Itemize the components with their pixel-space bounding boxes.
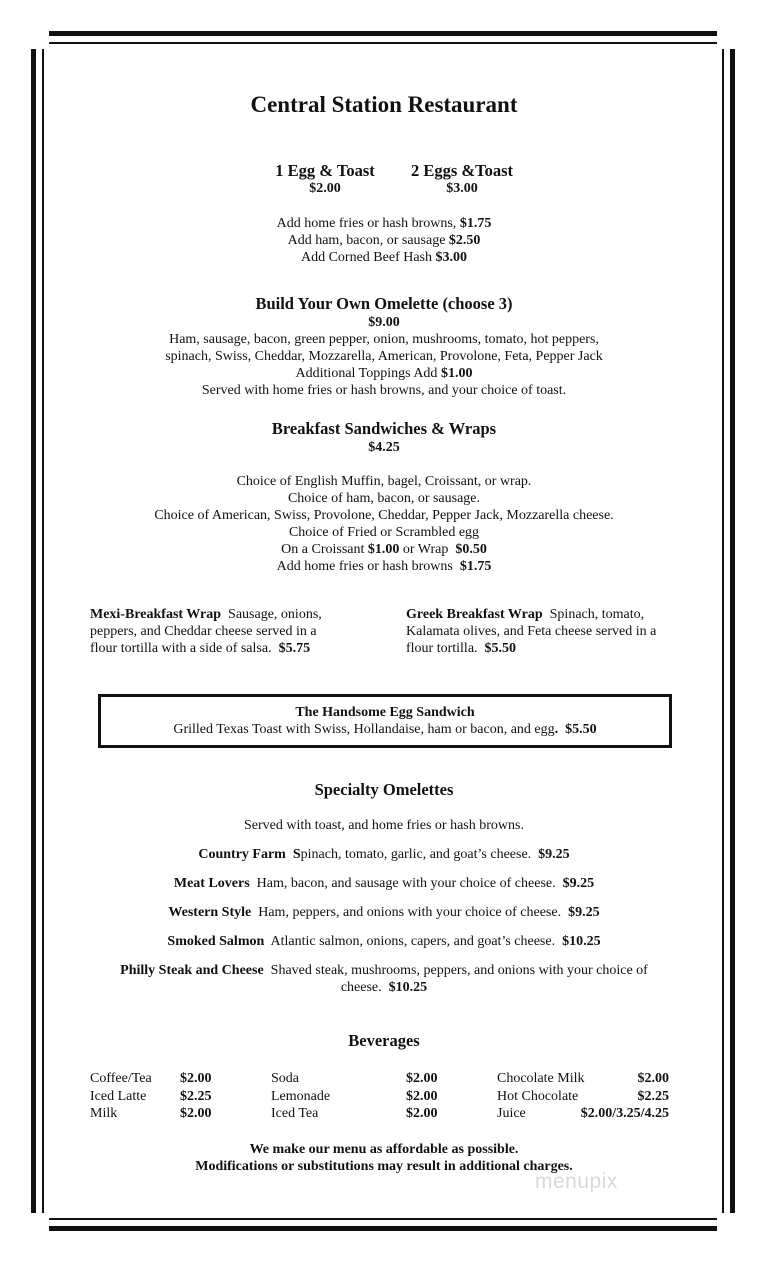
- beverage-row: Iced Latte $2.25: [90, 1088, 212, 1104]
- egg-item-price: $2.00: [309, 181, 341, 196]
- beverage-row: Lemonade $2.00: [271, 1088, 438, 1104]
- addons-list: [0, 215, 768, 266]
- sandwiches-line: On a Croissant $1.00 or Wrap $0.50: [281, 542, 487, 557]
- border-corner: [31, 1213, 49, 1231]
- omelette-line: Served with home fries or hash browns, and your choice of toast.: [201, 383, 567, 398]
- beverage-row: Chocolate Milk $2.00: [497, 1071, 669, 1086]
- handsome-title: The Handsome Egg Sandwich: [295, 705, 475, 720]
- egg-item-2: [387, 162, 537, 198]
- sandwiches-line: Choice of ham, bacon, or sausage.: [287, 491, 481, 506]
- addon-line: Add home fries or hash browns, $1.75: [276, 216, 492, 231]
- specialty-intro: Served with toast, and home fries or hash browns.: [244, 818, 524, 833]
- greek-wrap: Greek Breakfast Wrap Spinach, tomato, Kalamata olives, and Feta cheese served in a flour tortilla. $5.50: [406, 607, 657, 656]
- beverage-row: Milk $2.00: [90, 1106, 212, 1121]
- border-corner: [717, 1213, 735, 1231]
- specialty-item: Meat Lovers Ham, bacon, and sausage with your choice of cheese. $9.25: [173, 876, 595, 891]
- border-corner: [717, 31, 735, 49]
- sandwiches-line: Choice of English Muffin, bagel, Croissant, or wrap.: [236, 474, 532, 489]
- sandwiches-section: [0, 419, 768, 575]
- omelette-line: spinach, Swiss, Cheddar, Mozzarella, American, Provolone, Feta, Pepper Jack: [165, 349, 603, 364]
- omelette-section: [0, 294, 768, 399]
- specialty-title: Specialty Omelettes: [314, 780, 454, 799]
- handsome-egg-box: [98, 694, 672, 748]
- beverages-title: Beverages: [348, 1031, 420, 1050]
- beverage-row: Soda $2.00: [271, 1071, 438, 1086]
- beverage-row: Juice $2.00/3.25/4.25: [497, 1106, 669, 1121]
- egg-item-1: [250, 162, 400, 198]
- specialty-item: Smoked Salmon Atlantic salmon, onions, capers, and goat’s cheese. $10.25: [167, 934, 601, 949]
- specialty-item: Western Style Ham, peppers, and onions with your choice of cheese. $9.25: [168, 905, 600, 920]
- beverage-row: Hot Chocolate $2.25: [497, 1088, 669, 1104]
- addon-line: Add Corned Beef Hash $3.00: [300, 250, 468, 265]
- sandwiches-line: Choice of Fried or Scrambled egg: [288, 525, 480, 540]
- mexi-wrap: Mexi-Breakfast Wrap Sausage, onions, peppers, and Cheddar cheese served in a flour tortilla with a side of salsa. $5.75: [90, 607, 322, 656]
- sandwiches-title: Breakfast Sandwiches & Wraps: [271, 419, 497, 438]
- beverages-col-3: [497, 1070, 669, 1123]
- addon-line: Add ham, bacon, or sausage $2.50: [287, 233, 481, 248]
- omelette-line: Additional Toppings Add $1.00: [295, 366, 473, 381]
- handsome-desc: Grilled Texas Toast with Swiss, Hollandaise, ham or bacon, and egg. $5.50: [173, 722, 597, 737]
- specialty-item: Country Farm Spinach, tomato, garlic, and goat’s cheese. $9.25: [198, 847, 570, 862]
- footer-line: We make our menu as affordable as possible.: [249, 1142, 519, 1157]
- egg-item-price: $3.00: [446, 181, 478, 196]
- sandwiches-line: Choice of American, Swiss, Provolone, Cheddar, Pepper Jack, Mozzarella cheese.: [154, 508, 614, 523]
- beverage-row: Coffee/Tea $2.00: [90, 1071, 212, 1086]
- border-corner: [31, 31, 49, 49]
- sandwiches-price: $4.25: [368, 440, 400, 455]
- beverage-row: Iced Tea $2.00: [271, 1106, 438, 1121]
- specialty-item: Philly Steak and Cheese Shaved steak, mushrooms, peppers, and onions with your choice of cheese. $10.25: [120, 963, 648, 995]
- omelette-price: $9.00: [368, 315, 400, 330]
- footer-line: Modifications or substitutions may result in additional charges.: [195, 1159, 573, 1174]
- restaurant-title: Central Station Restaurant: [250, 92, 518, 117]
- egg-item-name: 1 Egg & Toast: [275, 161, 375, 180]
- footer-note: [0, 1141, 768, 1175]
- omelette-line: Ham, sausage, bacon, green pepper, onion, mushrooms, tomato, hot peppers,: [169, 332, 599, 347]
- sandwiches-line: Add home fries or hash browns $1.75: [276, 559, 492, 574]
- beverages-col-1: [90, 1070, 212, 1123]
- beverages-col-2: [271, 1070, 438, 1123]
- egg-item-name: 2 Eggs &Toast: [410, 161, 514, 180]
- omelette-title: Build Your Own Omelette (choose 3): [255, 294, 513, 313]
- watermark: menupix: [535, 1170, 618, 1193]
